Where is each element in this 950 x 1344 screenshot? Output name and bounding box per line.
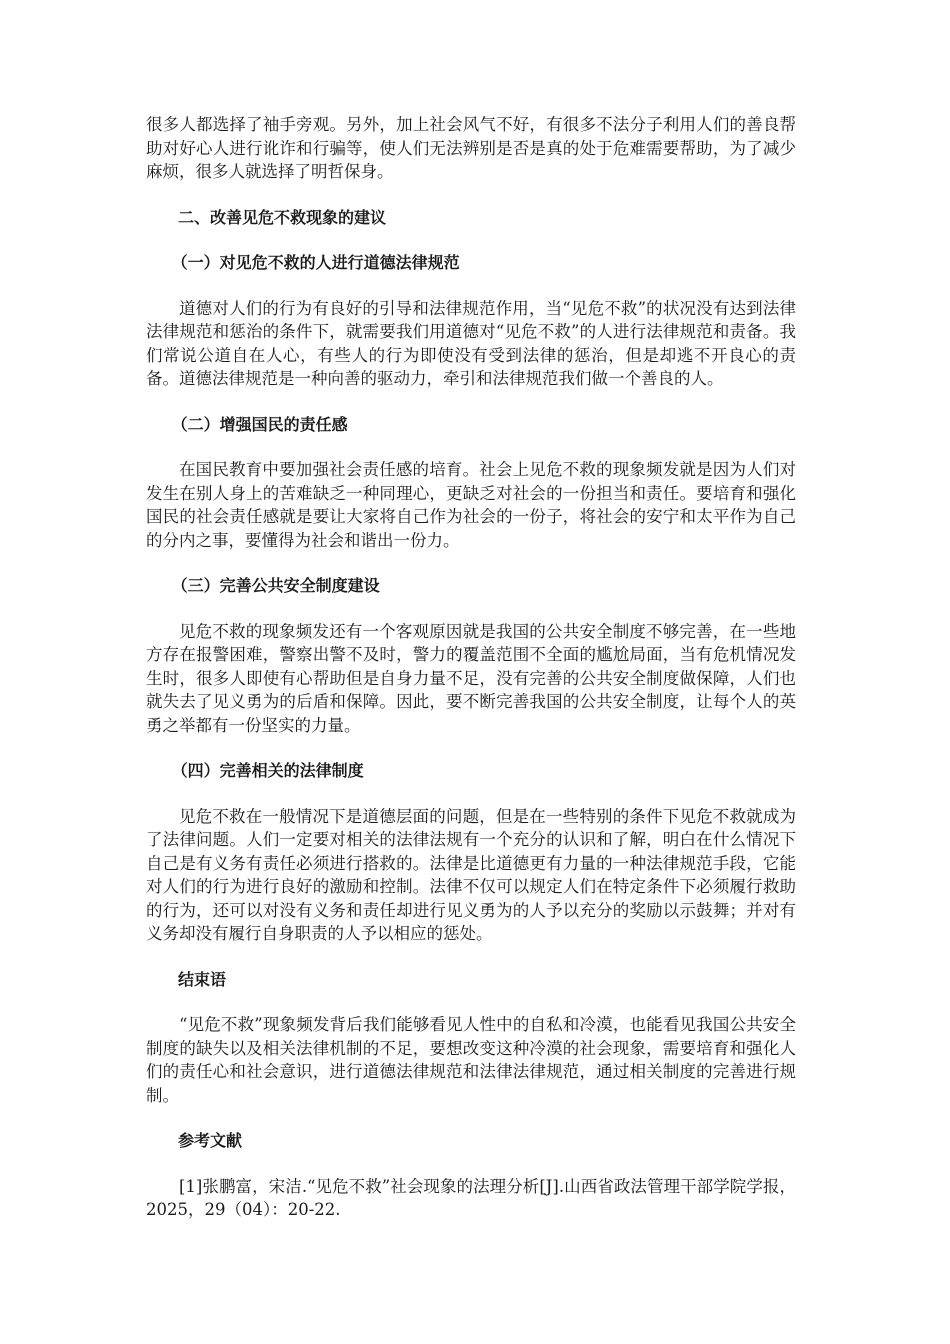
subsection-heading-3: （三）完善公共安全制度建设 <box>171 576 380 595</box>
subsection-heading-4: （四）完善相关的法律制度 <box>171 761 364 780</box>
conclusion-heading: 结束语 <box>178 969 227 989</box>
subsection-heading-1: （一）对见危不救的人进行道德法律规范 <box>171 253 460 272</box>
conclusion-body: “见危不救”现象频发背后我们能够看见人性中的自私和冷漠，也能看见我国公共安全制度的缺失以及相关法律机制的不足，要想改变这种冷漠的社会现象，需要培育和强化人们的责任心和社会意识，进行道德法律规范和法律法律规范，通过相关制度的完善进行规制。 <box>146 1015 796 1105</box>
subsection-body-1: 道德对人们的行为有良好的引导和法律规范作用，当“见危不救”的状况没有达到法律法律规范和惩治的条件下，就需要我们用道德对“见危不救”的人进行法律规范和责备。我们常说公道自在人心，有些人的行为即使没有受到法律的惩治，但是却逃不开良心的责备。道德法律规范是一种向善的驱动力，牵引和法律规范我们做一个善良的人。 <box>146 298 796 388</box>
subsection-body-2: 在国民教育中要加强社会责任感的培育。社会上见危不救的现象频发就是因为人们对发生在别人身上的苦难缺乏一种同理心，更缺乏对社会的一份担当和责任。要培育和强化国民的社会责任感就是要让大家将自己作为社会的一份子，将社会的安宁和太平作为自己的分内之事，要懂得为社会和谐出一份力。 <box>146 460 796 550</box>
subsection-heading-2: （二）增强国民的责任感 <box>171 414 348 434</box>
subsection-body-3: 见危不救的现象频发还有一个客观原因就是我国的公共安全制度不够完善，在一些地方存在报警困难，警察出警不及时，警力的覆盖范围不全面的尴尬局面，当有危机情况发生时，很多人即使有心帮助但是自身力量不足，没有完善的公共安全制度做保障，人们也就失去了见义勇为的后盾和保障。因此，要不断完善我国的公共安全制度，让每个人的英勇之举都有一份坚实的力量。 <box>146 621 796 735</box>
continued-paragraph: 很多人都选择了袖手旁观。另外，加上社会风气不好，有很多不法分子利用人们的善良帮助对好心人进行讹诈和行骗等，使人们无法辨别是否是真的处于危难需要帮助，为了减少麻烦，很多人就选择了明哲保身。 <box>146 115 796 181</box>
reference-item-1: [1]张鹏富，宋洁.“见危不救”社会现象的法理分析[J].山西省政法管理干部学院学报，2025，29（04）：20-22. <box>146 1176 796 1219</box>
section-heading: 二、改善见危不救现象的建议 <box>178 207 387 227</box>
document-page <box>146 113 796 1222</box>
references-heading: 参考文献 <box>178 1131 243 1150</box>
subsection-body-4: 见危不救在一般情况下是道德层面的问题，但是在一些特别的条件下见危不救就成为了法律问题。人们一定要对相关的法律法规有一个充分的认识和了解，明白在什么情况下自己是有义务有责任必须进行搭救的。法律是比道德更有力量的一种法律规范手段，它能对人们的行为进行良好的激励和控制。法律不仅可以规定人们在特定条件下必须履行救助的行为，还可以对没有义务和责任却进行见义勇为的人予以充分的奖励以示鼓舞；并对有义务却没有履行自身职责的人予以相应的惩处。 <box>146 806 796 943</box>
